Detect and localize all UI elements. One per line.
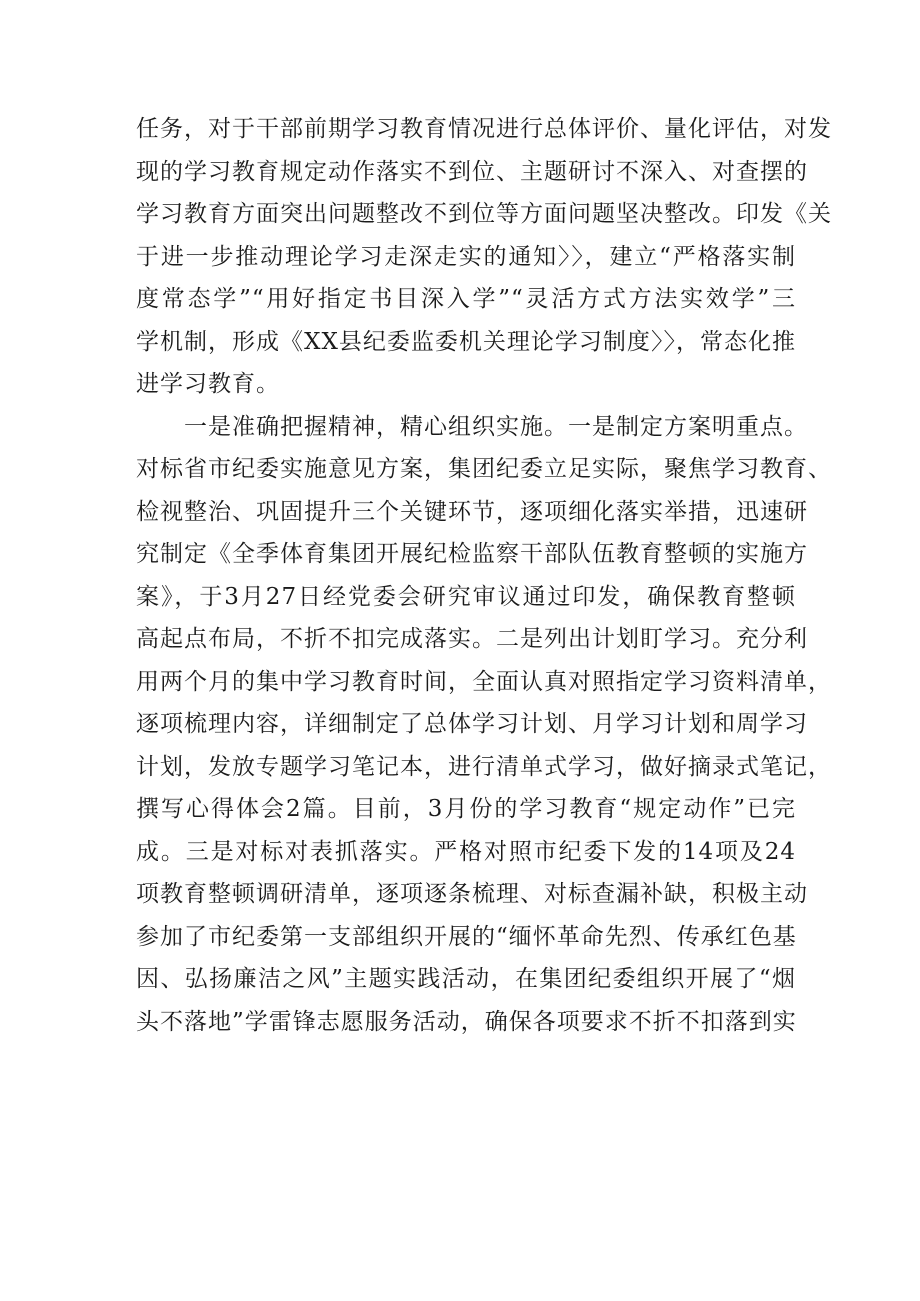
text-line: 逐项梳理内容，详细制定了总体学习计划、月学习计划和周学习 — [136, 711, 808, 737]
text-line: 度常态学”“用好指定书目深入学”“灵活方式方法实效学”三 — [136, 286, 796, 312]
text-line: 学机制，形成《XX县纪委监委机关理论学习制度〉〉，常态化推 — [136, 328, 796, 355]
text-line: 任务，对于干部前期学习教育情况进行总体评价、量化评估，对发 — [136, 116, 832, 142]
text-line: 成。三是对标对表抓落实。严格对照市纪委下发的14项及24 — [136, 838, 796, 865]
text-line: 因、弘扬廉洁之风”主题实践活动，在集团纪委组织开展了“烟 — [136, 966, 796, 992]
text-line: 头不落地”学雷锋志愿服务活动，确保各项要求不折不扣落到实 — [136, 1008, 797, 1035]
text-line: 计划，发放专题学习笔记本，进行清单式学习，做好摘录式笔记， — [136, 753, 832, 780]
text-line: 学习教育方面突出问题整改不到位等方面问题坚决整改。印发《关 — [136, 201, 832, 227]
text-line: 高起点布局，不折不扣完成落实。二是列出计划盯学习。充分利 — [136, 626, 808, 652]
text-line: 一是准确把握精神，精心组织实施。一是制定方案明重点。 — [184, 413, 808, 440]
text-line: 对标省市纪委实施意见方案，集团纪委立足实际，聚焦学习教育、 — [136, 456, 832, 482]
text-line: 于进一步推动理论学习走深走实的通知〉〉，建立“严格落实制 — [136, 243, 796, 270]
paragraph-1 — [136, 108, 832, 406]
text-line: 参加了市纪委第一支部组织开展的“缅怀革命先烈、传承红色基 — [136, 923, 797, 950]
paragraph-2 — [136, 406, 832, 1044]
text-line: 撰写心得体会2篇。目前，3月份的学习教育“规定动作”已完 — [136, 796, 796, 822]
text-line: 用两个月的集中学习教育时间，全面认真对照指定学习资料清单， — [136, 668, 832, 695]
text-line: 项教育整顿调研清单，逐项逐条梳理、对标查漏补缺，积极主动 — [136, 881, 808, 907]
text-line: 现的学习教育规定动作落实不到位、主题研讨不深入、对查摆的 — [136, 158, 808, 185]
text-line: 究制定《全季体育集团开展纪检监察干部队伍教育整顿的实施方 — [136, 541, 808, 567]
text-line: 进学习教育。 — [136, 371, 280, 397]
text-line: 检视整治、巩固提升三个关键环节，逐项细化落实举措，迅速研 — [136, 498, 808, 525]
body-text — [136, 108, 832, 1043]
text-line: 案》，于3月27日经党委会研究审议通过印发，确保教育整顿 — [136, 583, 796, 610]
